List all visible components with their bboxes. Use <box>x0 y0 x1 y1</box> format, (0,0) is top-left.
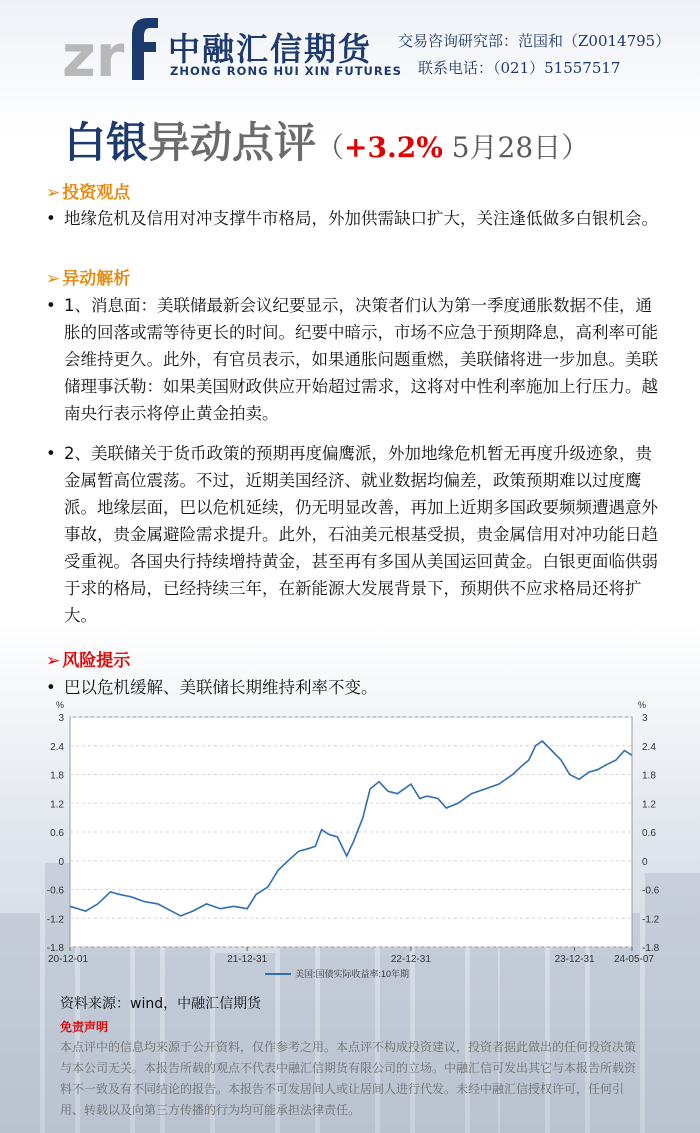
x-tick-label: 20-12-01 <box>48 954 89 965</box>
legend-label: 美国:国债实际收益率:10年期 <box>295 969 410 979</box>
paragraph-text: 地缘危机及信用对冲支撑牛市格局，外加供需缺口扩大，关注逢低做多白银机会。 <box>64 209 658 228</box>
x-tick-label: 22-12-31 <box>390 954 431 965</box>
title-close-paren: ） <box>561 131 590 164</box>
section-label: 投资观点 <box>62 183 131 203</box>
y-unit-left: % <box>55 700 64 710</box>
logo-icon <box>62 10 160 82</box>
section-label: 异动解析 <box>62 269 131 289</box>
x-tick-label: 21-12-31 <box>227 954 268 965</box>
y-tick-label-right: -0.6 <box>642 885 660 897</box>
yield-line-chart <box>0 696 700 996</box>
section-analysis <box>46 264 130 289</box>
disclaimer-title: 免责声明 <box>60 1020 109 1034</box>
y-tick-label-left: 0 <box>58 856 64 868</box>
title-sub: 异动点评 <box>148 118 317 167</box>
y-tick-label-right: 2.4 <box>642 741 656 753</box>
investment-view-paragraph <box>46 205 662 232</box>
x-tick-label: 24-05-07 <box>613 954 654 965</box>
y-tick-label-left: 3 <box>58 713 64 724</box>
analysis-paragraph-1 <box>46 292 662 427</box>
contact-department: 交易咨询研究部：范国和（Z0014795） <box>398 32 671 50</box>
bullet-icon: • <box>46 296 56 315</box>
title-date: 5月28日 <box>442 131 562 164</box>
y-tick-label-left: -0.6 <box>46 885 64 897</box>
section-risk <box>46 646 130 671</box>
y-tick-label-right: 0.6 <box>642 828 656 839</box>
paragraph-text: 巴以危机缓解、美联储长期维持利率不变。 <box>64 678 378 697</box>
bullet-icon: • <box>46 209 56 228</box>
y-tick-label-right: -1.8 <box>642 943 660 954</box>
y-tick-label-left: 1.8 <box>50 770 64 782</box>
svg-text:zr: zr <box>62 22 125 82</box>
y-tick-label-left: 0.6 <box>50 828 64 839</box>
y-tick-label-left: -1.8 <box>46 943 64 954</box>
arrow-icon: ➢ <box>46 183 61 203</box>
arrow-icon: ➢ <box>46 651 61 671</box>
title-main: 白银 <box>64 118 149 167</box>
page-title <box>64 110 589 170</box>
x-tick-label: 23-12-31 <box>554 954 595 965</box>
arrow-icon: ➢ <box>46 269 61 289</box>
y-tick-label-right: 1.2 <box>642 799 656 811</box>
disclaimer-body: 本点评中的信息均来源于公开资料，仅作参考之用。本点评不构成投资建议，投资者据此做出的任何投资决策与本公司无关。本报告所载的观点不代表中融汇信期货有限公司的立场。中融汇信可发出其它与本报告所载资料不一致及有不同结论的报告。本报告不可发居间人或让居间人进行代发。未经中融汇信授权许可，任何引用、转载以及向第三方传播的行为均可能承担法律责任。 <box>60 1040 637 1117</box>
section-investment-view <box>46 178 130 203</box>
y-tick-label-left: 2.4 <box>50 741 64 753</box>
logo-chinese-name: 中融汇信期货 <box>168 30 373 68</box>
y-tick-label-right: 0 <box>642 856 648 868</box>
y-tick-label-right: -1.2 <box>642 914 660 926</box>
y-tick-label-left: -1.2 <box>46 914 64 926</box>
analysis-paragraph-2 <box>46 440 662 629</box>
y-tick-label-left: 1.2 <box>50 799 64 811</box>
y-tick-label-right: 1.8 <box>642 770 656 782</box>
y-unit-right: % <box>638 700 647 710</box>
paragraph-text: 1、消息面：美联储最新会议纪要显示，决策者们认为第一季度通胀数据不佳，通胀的回落或需等待更长的时间。纪要中暗示，市场不应急于预期降息，高利率可能会维持更久。此外，有官员表示，如果通胀问题重燃，美联储将进一步加息。美联储理事沃勒：如果美国财政供应开始超过需求，这将对中性利率施加上行压力。越南央行表示将停止黄金拍卖。 <box>64 296 658 423</box>
bullet-icon: • <box>46 444 56 463</box>
contact-phone: 联系电话：（021）51557517 <box>418 59 621 77</box>
bullet-icon: • <box>46 678 56 697</box>
title-change-pct: +3.2% <box>344 131 443 164</box>
logo-english-name: ZHONG RONG HUI XIN FUTURES <box>170 64 402 78</box>
paragraph-text: 2、美联储关于货币政策的预期再度偏鹰派，外加地缘危机暂无再度升级迹象，贵金属暂高位震荡。不过，近期美国经济、就业数据均偏差，政策预期难以过度鹰派。地缘层面，巴以危机延续，仍无明显改善，再加上近期多国政要频频遭遇意外事故，贵金属避险需求提升。此外，石油美元根基受损，贵金属信用对冲功能日趋受重视。各国央行持续增持黄金，甚至再有多国从美国运回黄金。白银更面临供弱于求的格局，已经持续三年，在新能源大发展背景下，预期供不应求格局还将扩大。 <box>64 444 658 625</box>
header <box>0 0 700 96</box>
source-note: 资料来源：wind，中融汇信期货 <box>60 996 262 1012</box>
y-tick-label-right: 3 <box>642 713 648 724</box>
section-label: 风险提示 <box>62 651 131 671</box>
title-open-paren: （ <box>316 131 345 164</box>
